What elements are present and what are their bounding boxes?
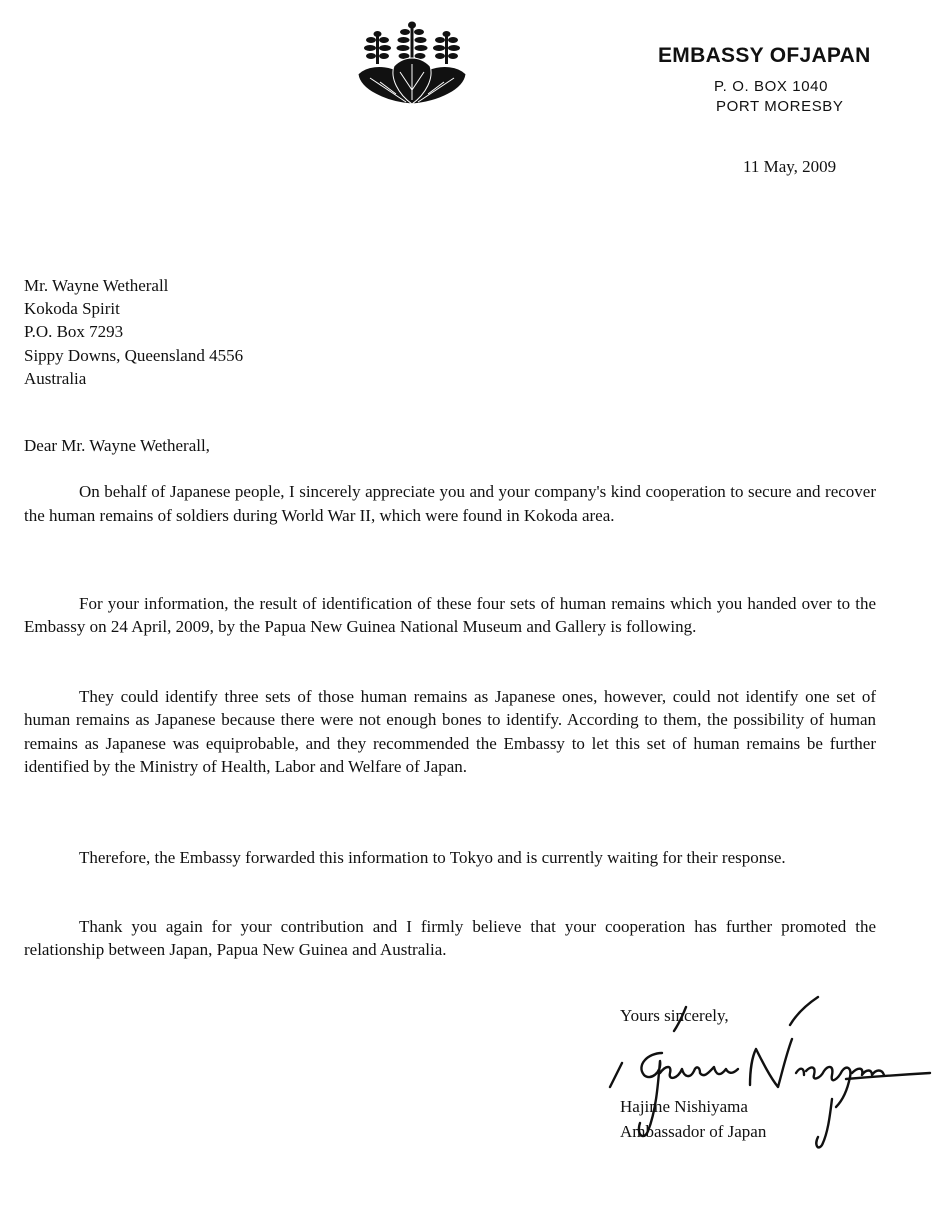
- embassy-city: PORT MORESBY: [716, 98, 844, 115]
- recipient-address-block: [24, 274, 243, 390]
- body-paragraph-1: On behalf of Japanese people, I sincerely appreciate you and your company's kind cooperation to secure and recover the human remains of soldiers during World War II, which were found in Kokoda area.: [24, 482, 876, 525]
- signer-title: Ambassador of Japan: [620, 1122, 767, 1141]
- body-paragraph-3: They could identify three sets of those human remains as Japanese ones, however, could not identify one set of human remains as Japanese because there were not enough bones to identify. According to them, the possibility of human remains as Japanese was equiprobable, and they recommended the Embassy to let this set of human remains be further identified by the Ministry of Health, Labor and Welfare of Japan.: [24, 687, 876, 776]
- recipient-name: Mr. Wayne Wetherall: [24, 276, 169, 295]
- body-paragraph-5: Thank you again for your contribution and I firmly believe that your cooperation has further promoted the relationship between Japan, Papua New Guinea and Australia.: [24, 917, 876, 960]
- recipient-po-box: P.O. Box 7293: [24, 322, 124, 342]
- recipient-company: Kokoda Spirit: [24, 299, 120, 319]
- recipient-country: Australia: [24, 368, 87, 388]
- signer-name: Hajime Nishiyama: [620, 1097, 748, 1116]
- closing: Yours sincerely,: [620, 1006, 729, 1025]
- body-paragraph-2: For your information, the result of identification of these four sets of human remains which you handed over to the Embassy on 24 April, 2009, by the Papua New Guinea National Museum and Gallery is following.: [24, 594, 876, 637]
- body-paragraph-4: Therefore, the Embassy forwarded this information to Tokyo and is currently waiting for their response.: [79, 848, 786, 867]
- recipient-city: Sippy Downs, Queensland 4556: [24, 345, 244, 365]
- paulownia-crest-icon: [356, 20, 468, 106]
- salutation: Dear Mr. Wayne Wetherall,: [24, 436, 210, 455]
- letter-date: 11 May, 2009: [743, 157, 837, 176]
- embassy-name: EMBASSY OFJAPAN: [658, 44, 871, 67]
- embassy-po-box: P. O. BOX 1040: [714, 78, 829, 95]
